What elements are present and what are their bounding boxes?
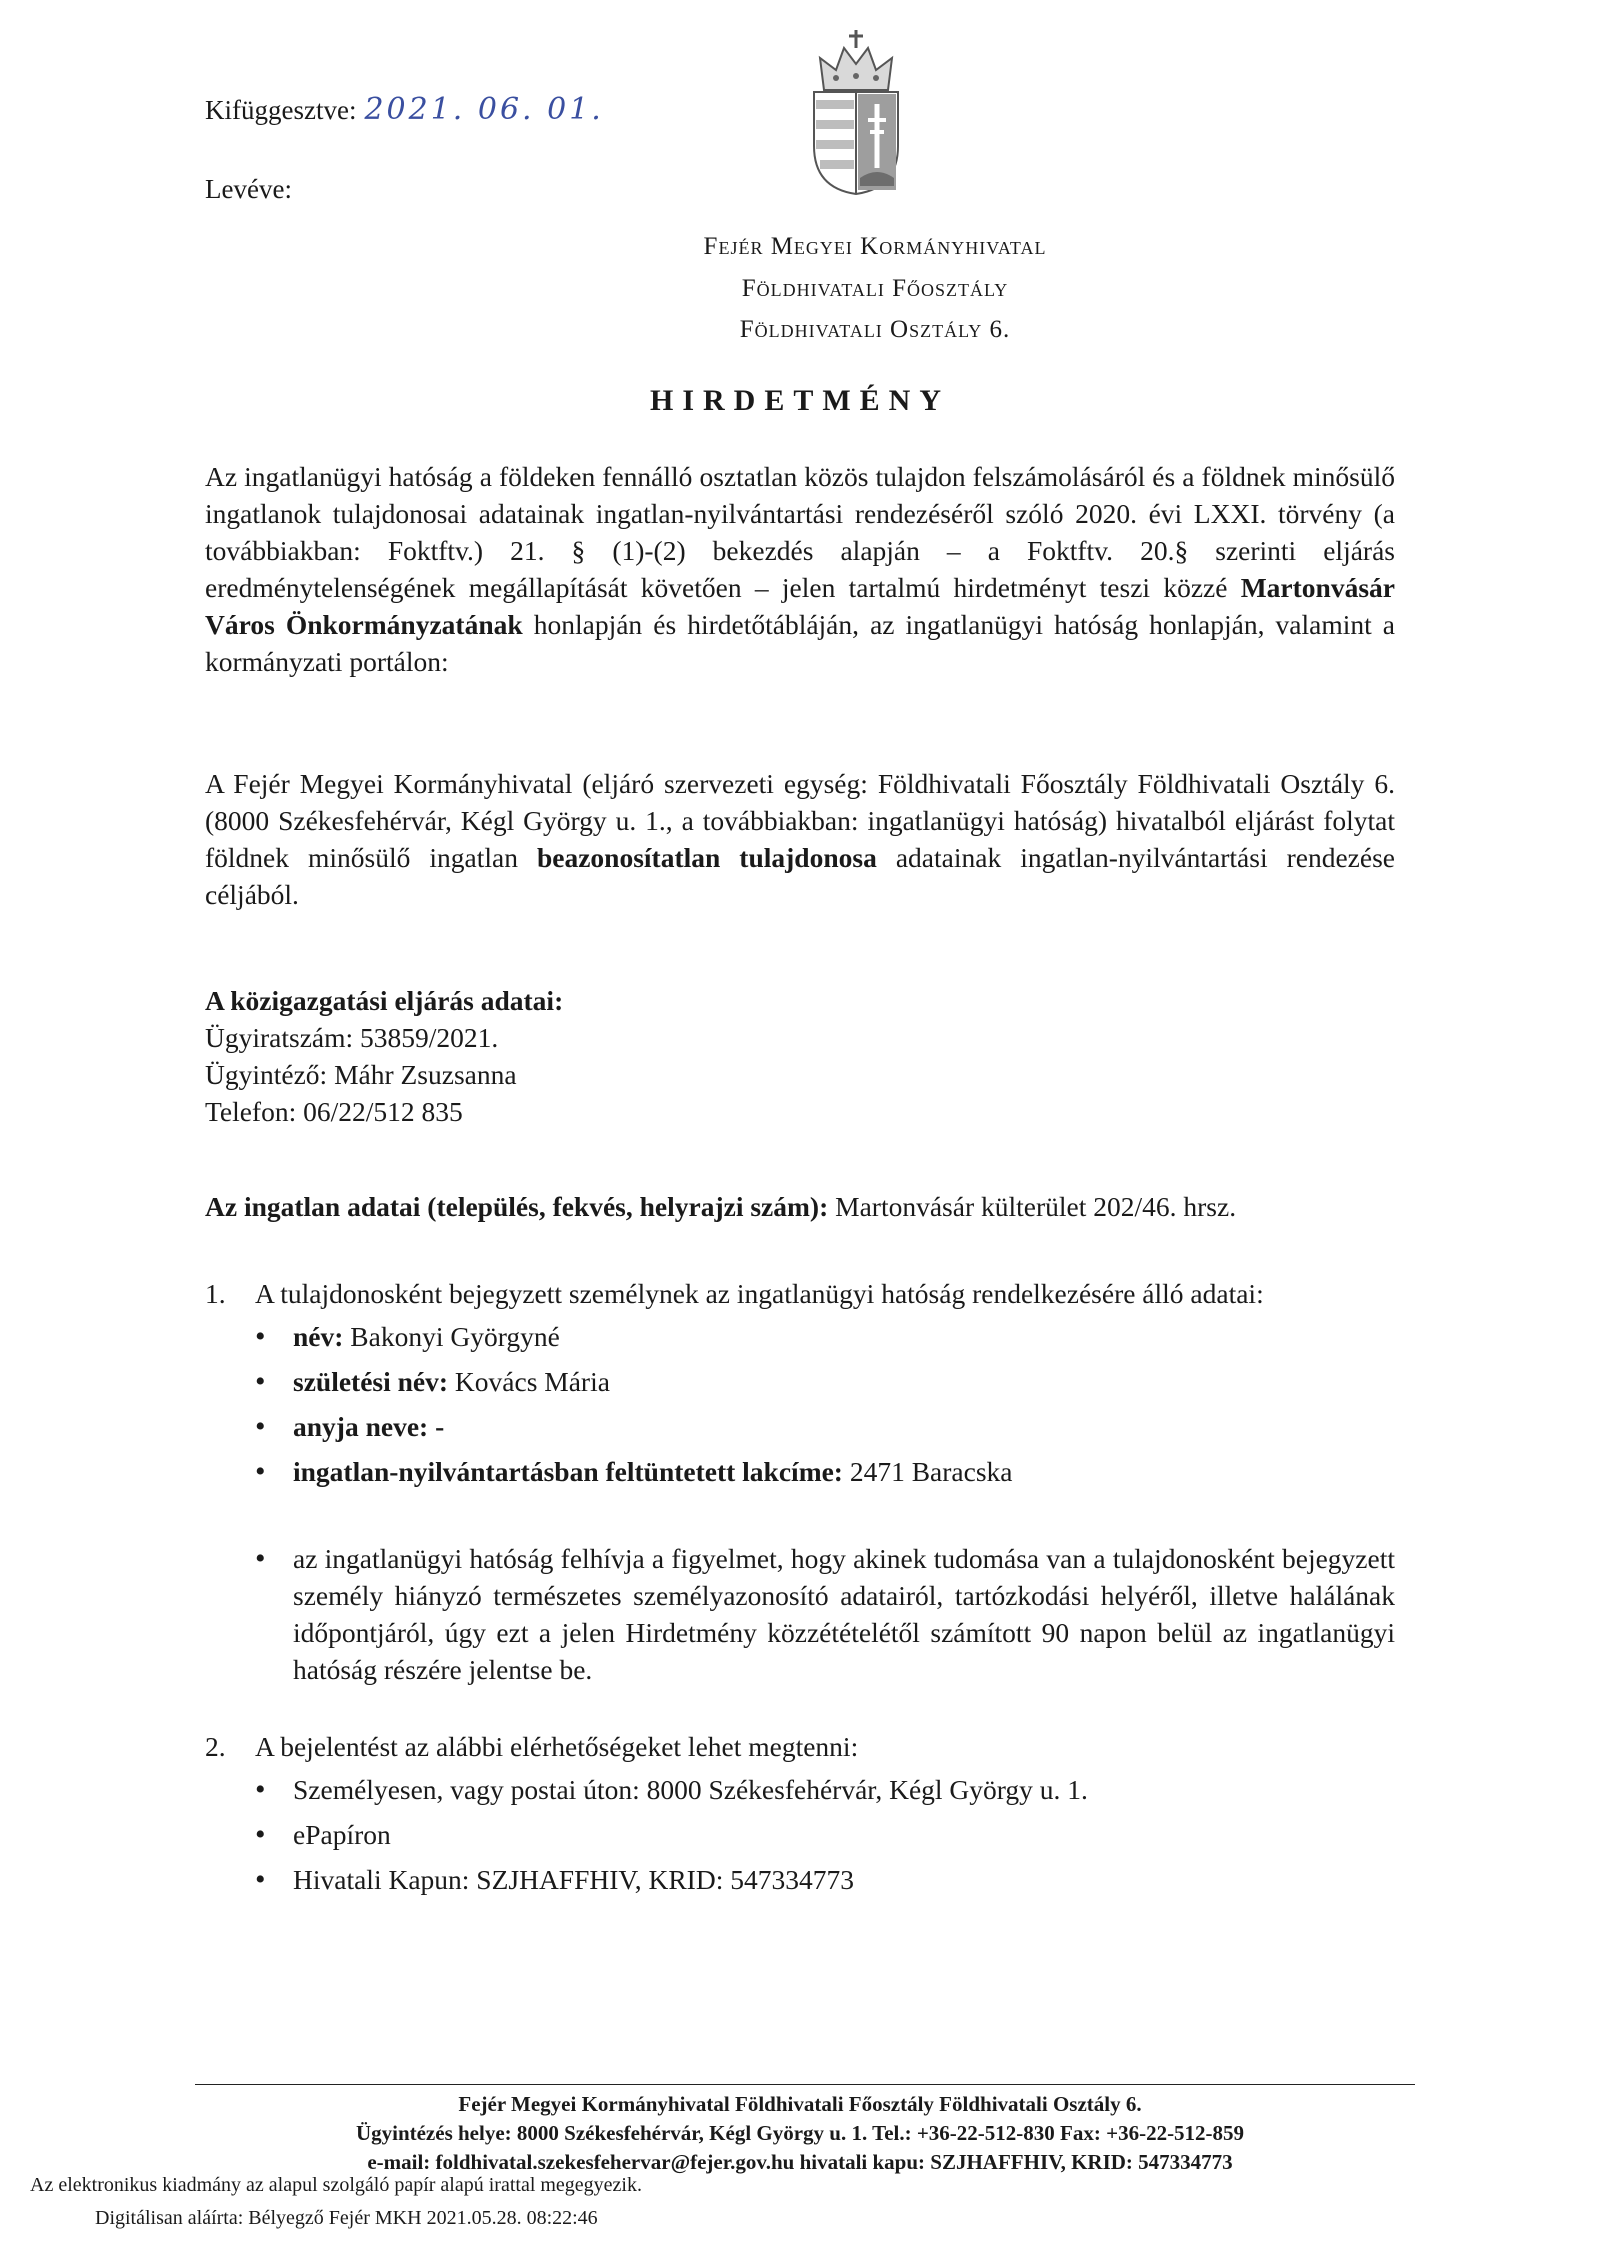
procedure-heading: A közigazgatási eljárás adatai:	[205, 985, 564, 1016]
property-label: Az ingatlan adatai (település, fekvés, helyrajzi szám):	[205, 1191, 829, 1222]
field-value: Kovács Mária	[448, 1366, 610, 1397]
removed-label: Levéve:	[205, 174, 292, 204]
footer-line-1: Fejér Megyei Kormányhivatal Földhivatali Főosztály Földhivatali Osztály 6.	[458, 2092, 1142, 2116]
footer-divider	[195, 2084, 1415, 2085]
footer-line-3: e-mail: foldhivatal.szekesfehervar@fejer.gov.hu hivatali kapu: SZJHAFFHIV, KRID: 547334773	[367, 2150, 1233, 2174]
field-label: anyja neve: -	[293, 1411, 445, 1442]
list-item	[255, 1318, 1395, 1355]
list-item: • Hivatali Kapun: SZJHAFFHIV, KRID: 547334773	[255, 1861, 1395, 1898]
agency-text-a: A Fejér Megyei Kormányhivatal (eljáró szervezeti egység: Földhivatali Főosztály Földhivatali Osztály 6. (8000 Székesfehérvár, Kégl György u. 1., a továbbiakban: ingatlanügyi hatóság) hivatalból eljárást folytat földnek minősülő ingatlan	[205, 768, 1395, 873]
list-item	[255, 1408, 1395, 1445]
intro-text-b: honlapján és hirdetőtábláján, az ingatlanügyi hatóság honlapján, valamint a kormányzati portálon:	[205, 609, 1395, 677]
agency-text-b: adatainak ingatlan-nyilvántartási rendezése céljából.	[205, 842, 1395, 910]
unidentified-owner: beazonosítatlan tulajdonosa	[536, 842, 877, 873]
office-line-3: Földhivatali Osztály 6.	[739, 316, 1011, 343]
list-item: • ePapíron	[255, 1816, 1395, 1853]
agency-paragraph	[205, 765, 1395, 913]
handwritten-date: 2021. 06. 01.	[364, 92, 604, 127]
contact-options-list	[255, 1771, 1395, 1898]
intro-text-a: Az ingatlanügyi hatóság a földeken fennálló osztatlan közös tulajdon felszámolásáról és a földnek minősülő ingatlanok tulajdonosai adatainak ingatlan-nyilvántartási rendezéséről szóló 2020. évi LXXI. törvény (a továbbiakban: Foktftv.) 21. § (1)-(2) bekezdés alapján – a Foktftv. 20.§ szerinti eljárás eredménytelenségének megállapítását követően – jelen tartalmú hirdetményt teszi közzé	[205, 461, 1395, 603]
office-line-1: Fejér Megyei Kormányhivatal	[703, 233, 1047, 260]
field-label: születési név:	[293, 1366, 449, 1397]
case-officer: Ügyintéző: Máhr Zsuzsanna	[205, 1059, 517, 1090]
office-line-2: Földhivatali Főosztály	[741, 275, 1009, 302]
item-1-text: A tulajdonosként bejegyzett személynek az ingatlanügyi hatóság rendelkezésére álló adatai:	[255, 1278, 1264, 1309]
notice-item: • az ingatlanügyi hatóság felhívja a figyelmet, hogy akinek tudomása van a tulajdonosként bejegyzett személy hiányzó természetes személyazonosító adatairól, tartózkodási helyéről, illetve halálának időpontjáról, úgy ezt a jelen Hirdetmény közzétételétől számított 90 napon belül az ingatlanügyi hatóság részére jelentse be.	[255, 1540, 1395, 1688]
footer-line-2: Ügyintézés helye: 8000 Székesfehérvár, Kégl György u. 1. Tel.: +36-22-512-830 Fax: +36-22-512-859	[355, 2121, 1245, 2145]
item-2-text: A bejelentést az alábbi elérhetőségeket lehet megtenni:	[255, 1731, 859, 1762]
posted-line	[205, 92, 604, 127]
field-label: ingatlan-nyilvántartásban feltüntetett lakcíme:	[293, 1456, 843, 1487]
item-number: 2.	[205, 1731, 226, 1762]
document-title: HIRDETMÉNY	[649, 384, 950, 417]
numbered-list	[205, 1275, 1395, 1906]
e-signature-note: Az elektronikus kiadmány az alapul szolgáló papír alapú irattal megegyezik.	[30, 2174, 642, 2196]
phone-number: Telefon: 06/22/512 835	[205, 1096, 463, 1127]
coat-of-arms-icon	[806, 28, 906, 198]
field-label: név:	[293, 1321, 344, 1352]
municipality-name: Martonvásár Város Önkormányzatának	[205, 572, 1395, 640]
list-item-1	[205, 1275, 1395, 1688]
list-item: • Személyesen, vagy postai úton: 8000 Székesfehérvár, Kégl György u. 1.	[255, 1771, 1395, 1808]
list-item	[255, 1453, 1395, 1490]
owner-data-list	[255, 1318, 1395, 1688]
item-number: 1.	[205, 1278, 226, 1309]
posted-label: Kifüggesztve:	[205, 95, 357, 125]
case-number: Ügyiratszám: 53859/2021.	[205, 1022, 499, 1053]
intro-paragraph	[205, 458, 1395, 680]
field-value: 2471 Baracska	[842, 1456, 1013, 1487]
field-value: Bakonyi Györgyné	[343, 1321, 560, 1352]
digital-signature-stamp: Digitálisan aláírta: Bélyegző Fejér MKH 2021.05.28. 08:22:46	[95, 2207, 598, 2229]
list-item	[255, 1363, 1395, 1400]
property-value: Martonvásár külterület 202/46. hrsz.	[828, 1191, 1237, 1222]
list-item-2	[205, 1728, 1395, 1898]
property-data	[205, 1188, 1236, 1225]
